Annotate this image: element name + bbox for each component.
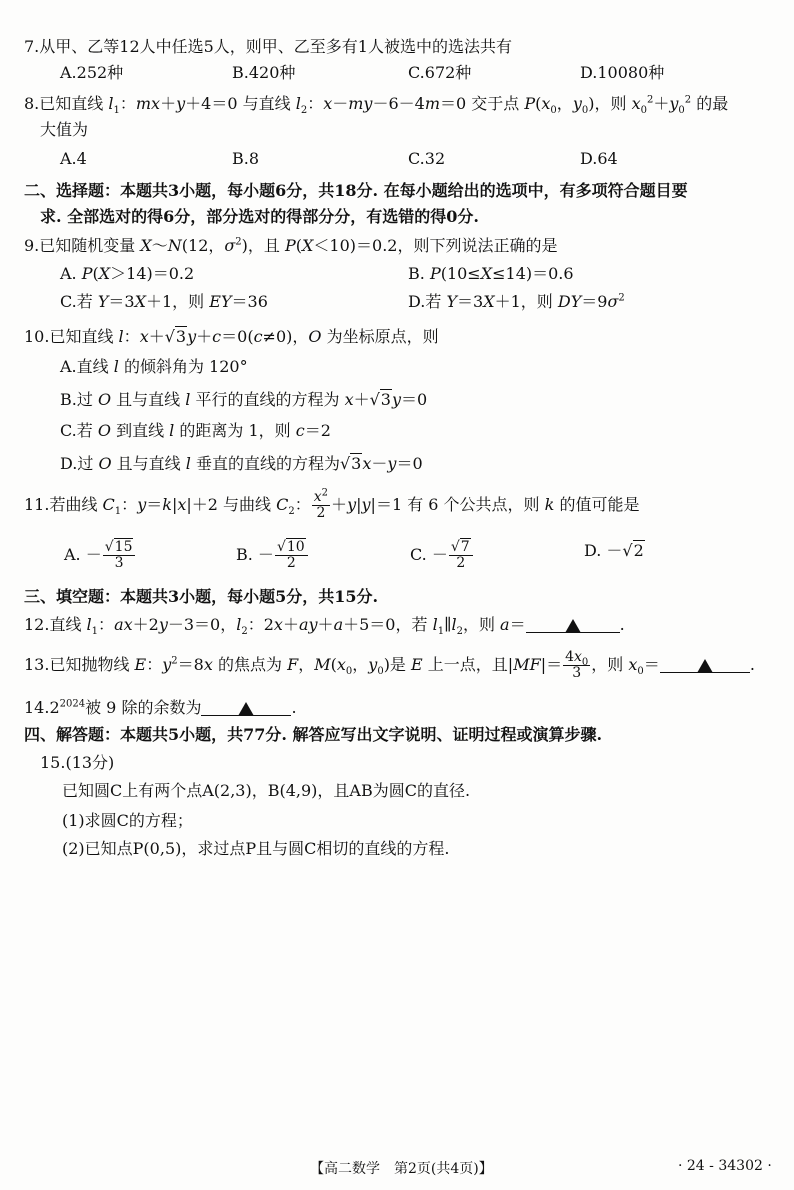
q10-option-d: D.过 O 且与直线 l 垂直的直线的方程为√3x－y＝0 bbox=[60, 454, 423, 473]
q13-stem: 13.已知抛物线 E：$y^2=8x$ 的焦点为 F，$M(x_0$，$y_0$)是 E 上一点，且|MF|＝ $\frac{4x_0}{3}$ ，则 $x_0=$ . bbox=[24, 649, 755, 681]
triangle-icon bbox=[697, 659, 713, 673]
q15-part2: (2)已知点P(0,5)，求过点P且与圆C相切的直线的方程. bbox=[62, 839, 450, 858]
q12-answer-blank[interactable] bbox=[526, 614, 620, 633]
q8-stem: 8.已知直线 $l_1$：mx＋y＋4＝0 与直线 $l_2$：x－my－6－4m＝0 交于点 $P(x_0$，$y_0$)，则 $x_0^2+y_0^2$ 的最 bbox=[24, 94, 729, 117]
q11-option-c: C. － $\frac{√7}{2}$ bbox=[410, 540, 474, 571]
q9-option-a: A. P(X＞14)＝0.2 bbox=[60, 264, 195, 283]
q15-number: 15.(13分) bbox=[40, 753, 115, 772]
q11-option-b: B. － $\frac{√10}{2}$ bbox=[236, 540, 309, 571]
q9-stem: 9.已知随机变量 X～N(12，$\sigma^2$)，且 P(X＜10)＝0.2，则下列说法正确的是 bbox=[24, 236, 558, 255]
q10-number: 10. bbox=[24, 327, 50, 346]
q14-answer-blank[interactable] bbox=[201, 697, 291, 716]
q13-answer-blank[interactable] bbox=[660, 654, 750, 673]
q7-option-c: C.672种 bbox=[408, 63, 472, 82]
q10-option-a: A.直线 l 的倾斜角为 120° bbox=[60, 357, 248, 376]
q11-option-a: A. － $\frac{√15}{3}$ bbox=[64, 540, 136, 571]
triangle-icon bbox=[565, 619, 581, 633]
q12-number: 12. bbox=[24, 615, 50, 634]
triangle-icon bbox=[238, 702, 254, 716]
q14-number: 14. bbox=[24, 698, 50, 717]
q12-stem: 12.直线 $l_1$：ax＋2y－3＝0，$l_2$：2x＋ay＋a＋5＝0，若 $l_1\parallel l_2$，则 a＝ . bbox=[24, 615, 625, 638]
q9-option-d: D.若 Y＝3X＋1，则 $DY=9\sigma^2$ bbox=[408, 292, 625, 311]
q10-option-c: C.若 O 到直线 l 的距离为 1，则 c＝2 bbox=[60, 421, 331, 440]
q8-stem-cont: 大值为 bbox=[40, 120, 89, 139]
document-code: · 24 - 34302 · bbox=[678, 1158, 772, 1174]
q9-number: 9. bbox=[24, 236, 40, 255]
q7-option-d: D.10080种 bbox=[580, 63, 665, 82]
q9-option-b: B. P(10≤X≤14)＝0.6 bbox=[408, 264, 574, 283]
q8-option-d: D.64 bbox=[580, 149, 618, 168]
q14-stem: $14.2^{2024}$被 9 除的余数为 . bbox=[24, 698, 297, 717]
q8-number: 8. bbox=[24, 94, 40, 113]
section4-heading: 四、解答题：本题共5小题，共77分. 解答应写出文字说明、证明过程或演算步骤. bbox=[24, 725, 603, 744]
section2-heading-line1: 二、选择题：本题共3小题，每小题6分，共18分. 在每小题给出的选项中，有多项符合题目要 bbox=[24, 181, 688, 200]
q9-option-c: C.若 Y＝3X＋1，则 EY＝36 bbox=[60, 292, 268, 311]
q10-option-b: B.过 O 且与直线 l 平行的直线的方程为 x＋√3y＝0 bbox=[60, 390, 428, 409]
section3-heading: 三、填空题：本题共3小题，每小题5分，共15分. bbox=[24, 587, 379, 606]
q11-option-d: D. －√2 bbox=[584, 541, 644, 560]
q8-option-b: B.8 bbox=[232, 149, 260, 168]
q7-option-a: A.252种 bbox=[60, 63, 124, 82]
q10-stem: 10.已知直线 l：x＋√3y＋c＝0(c≠0)，O 为坐标原点，则 bbox=[24, 327, 439, 346]
q11-number: 11. bbox=[24, 495, 50, 514]
q15-intro: 已知圆C上有两个点A(2,3)，B(4,9)，且AB为圆C的直径. bbox=[62, 781, 471, 800]
q7-stem: 7.从甲、乙等12人中任选5人，则甲、乙至多有1人被选中的选法共有 bbox=[24, 37, 512, 56]
q8-option-c: C.32 bbox=[408, 149, 446, 168]
q13-number: 13. bbox=[24, 655, 50, 674]
q15-part1: (1)求圆C的方程； bbox=[62, 811, 193, 830]
section2-heading-line2: 求. 全部选对的得6分，部分选对的得部分分，有选错的得0分. bbox=[40, 207, 479, 226]
q7-option-b: B.420种 bbox=[232, 63, 296, 82]
q11-stem: 11.若曲线 $C_1$：y＝k|x|＋2 与曲线 $C_2$： $\frac{x^2}{2}$ ＋y|y|＝1 有 6 个公共点，则 k 的值可能是 bbox=[24, 487, 640, 521]
page-footer: 【高二数学 第2页(共4页)】 bbox=[310, 1161, 493, 1177]
q8-option-a: A.4 bbox=[60, 149, 87, 168]
